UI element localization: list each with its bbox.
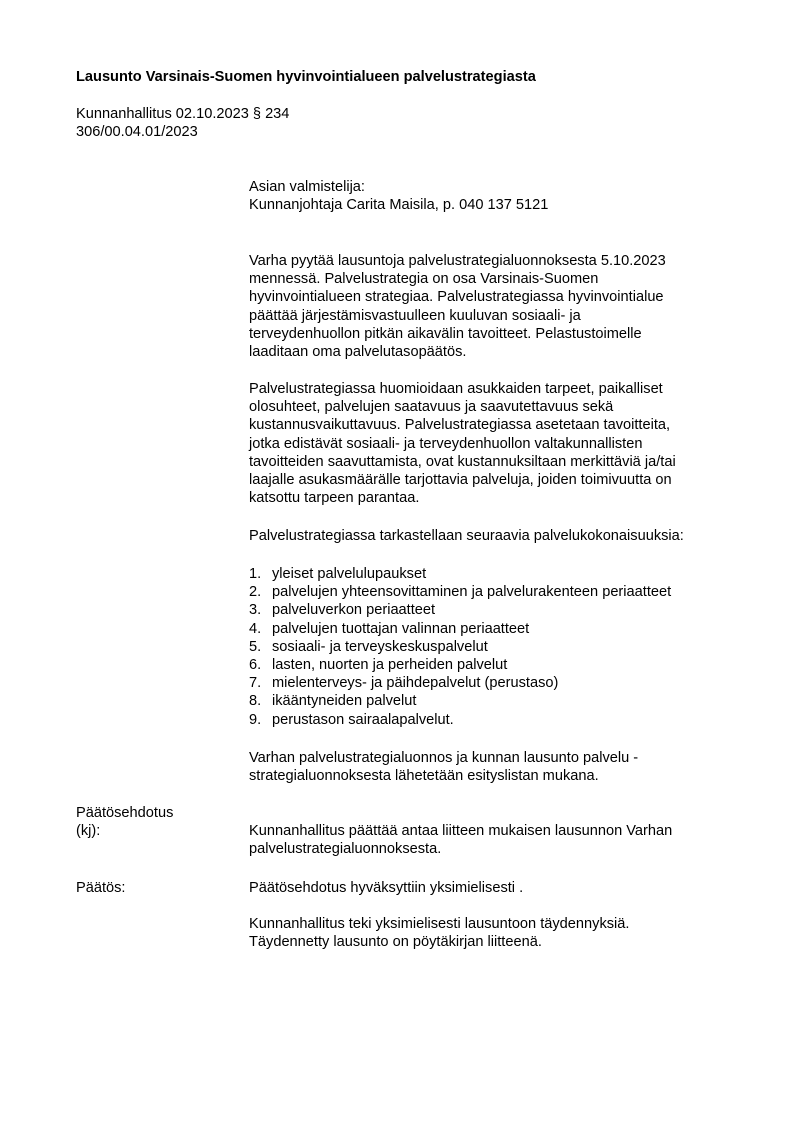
list-item: [249, 565, 671, 583]
list-item: [249, 601, 671, 619]
text-line: hyvinvointialueen strategiaa. Palvelustrategiassa hyvinvointialue: [249, 289, 664, 306]
text-line: palvelustrategialuonnoksesta.: [249, 841, 442, 858]
list-text: perustason sairaalapalvelut.: [272, 711, 454, 728]
list-text: palveluverkon periaatteet: [272, 602, 436, 619]
text-line: terveydenhuollon pitkän aikavälin tavoitteet. Pelastustoimelle: [249, 325, 642, 342]
list-item: [249, 638, 671, 656]
text-line: Varhan palvelustrategialuonnos ja kunnan lausunto palvelu -: [249, 750, 639, 766]
list-item: [249, 656, 671, 674]
text-line: Palvelustrategiassa huomioidaan asukkaiden tarpeet, paikalliset: [249, 381, 663, 397]
proposal-text: [249, 822, 672, 858]
list-number: 2.: [249, 584, 262, 601]
text-line: katsottu tarpeen parantaa.: [249, 490, 420, 507]
text-line: Kunnanhallitus päättää antaa liitteen mukaisen lausunnon Varhan: [249, 823, 673, 839]
list-number: 8.: [249, 693, 262, 710]
decision-text: Päätösehdotus hyväksyttiin yksimielisesti .: [249, 880, 524, 896]
list-number: 3.: [249, 602, 262, 619]
list-number: 7.: [249, 675, 262, 692]
list-number: 5.: [249, 638, 262, 655]
list-number: 9.: [249, 711, 262, 728]
list-item: [249, 692, 671, 710]
list-item: [249, 620, 671, 638]
paragraph-attachments: [249, 749, 638, 785]
paragraph-strategy-goals: [249, 380, 676, 507]
list-text: ikääntyneiden palvelut: [272, 693, 417, 710]
list-text: mielenterveys- ja päihdepalvelut (perustaso): [272, 675, 559, 692]
record-id: 306/00.04.01/2023: [76, 124, 198, 140]
list-text: sosiaali- ja terveyskeskuspalvelut: [272, 638, 488, 655]
text-line: Täydennetty lausunto on pöytäkirjan liitteenä.: [249, 934, 542, 951]
list-number: 4.: [249, 620, 262, 637]
proposal-label: Päätösehdotus: [76, 805, 174, 821]
decision-label: Päätös:: [76, 880, 126, 896]
paragraph-request: [249, 252, 666, 361]
list-text: yleiset palvelulupaukset: [272, 566, 427, 582]
text-line: jotka edistävät sosiaali- ja terveydenhuollon valtakunnallisten: [249, 435, 643, 452]
text-line: kustannusvaikuttavuus. Palvelustrategiassa asetetaan tavoitteita,: [249, 417, 671, 434]
proposal-label-sub: (kj):: [76, 823, 101, 839]
preparer-label: Asian valmistelija:: [249, 179, 365, 195]
list-item: [249, 674, 671, 692]
text-line: olosuhteet, palvelujen saatavuus ja saavutettavuus sekä: [249, 399, 614, 416]
text-line: laaditaan oma palvelutasopäätös.: [249, 344, 467, 361]
text-line: Kunnanhallitus teki yksimielisesti lausuntoon täydennyksiä.: [249, 916, 630, 932]
list-number: 6.: [249, 657, 262, 674]
list-item: [249, 711, 671, 729]
decision-note: [249, 915, 629, 951]
preparer-name: Kunnanjohtaja Carita Maisila, p. 040 137 5121: [249, 197, 549, 213]
service-list: [249, 565, 671, 729]
text-line: mennessä. Palvelustrategia on osa Varsinais-Suomen: [249, 271, 599, 288]
list-text: palvelujen yhteensovittaminen ja palvelurakenteen periaatteet: [272, 584, 672, 601]
list-item: [249, 583, 671, 601]
paragraph-list-intro: Palvelustrategiassa tarkastellaan seuraavia palvelukokonaisuuksia:: [249, 528, 684, 544]
text-line: tavoitteiden saavuttamista, ovat kustannuksiltaan merkittäviä ja/tai: [249, 453, 676, 470]
text-line: laajalle asukasmäärälle tarjottavia palveluja, joiden toimivuutta on: [249, 472, 672, 489]
list-number: 1.: [249, 566, 262, 582]
document-title: Lausunto Varsinais-Suomen hyvinvointialueen palvelustrategiasta: [76, 69, 536, 85]
text-line: strategialuonnoksesta lähetetään esityslistan mukana.: [249, 768, 599, 785]
text-line: päättää järjestämisvastuulleen kuuluvan sosiaali- ja: [249, 307, 581, 324]
text-line: Varha pyytää lausuntoja palvelustrategialuonnoksesta 5.10.2023: [249, 253, 666, 269]
meeting-reference: Kunnanhallitus 02.10.2023 § 234: [76, 106, 290, 122]
list-text: palvelujen tuottajan valinnan periaatteet: [272, 620, 530, 637]
list-text: lasten, nuorten ja perheiden palvelut: [272, 657, 508, 674]
